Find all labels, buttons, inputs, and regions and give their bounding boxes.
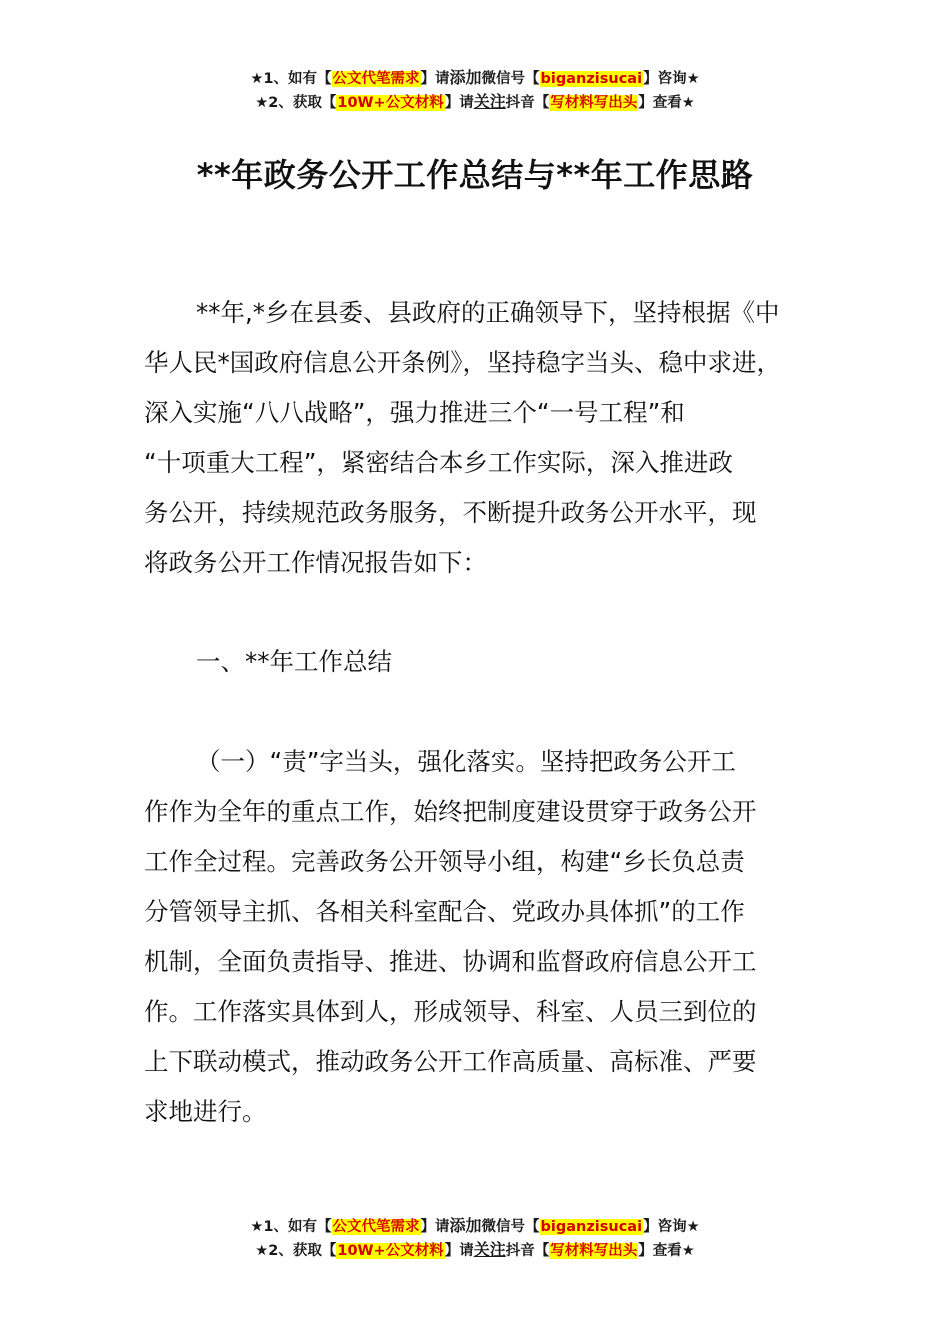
promo-text: 抖音【 (505, 1243, 550, 1259)
text-line: “十项重大工程”，紧密结合本乡工作实际，深入推进政 (144, 448, 733, 477)
promo-text: 】咨询★ (643, 1219, 700, 1235)
promo-emphasis: 关注 (473, 1240, 506, 1259)
promo-text: 】咨询★ (643, 71, 700, 87)
promo-text: 微信号【 (481, 71, 540, 87)
text-line: 作作为全年的重点工作，始终把制度建设贯穿于政务公开 (144, 797, 757, 826)
promo-text: ★1、如有【 (250, 71, 332, 87)
promo-highlight: 10W+公文材料 (337, 95, 444, 111)
promo-line-2 (0, 90, 950, 114)
promo-text: 】请 (420, 1219, 450, 1235)
text-line: 华人民*国政府信息公开条例》，坚持稳字当头、稳中求进， (144, 348, 781, 377)
promo-text: 抖音【 (505, 95, 550, 111)
promo-banner-bottom (0, 1214, 950, 1262)
promo-text: ★2、获取【 (255, 95, 337, 111)
heading-text: 一、**年工作总结 (196, 647, 392, 676)
promo-text: ★2、获取【 (255, 1243, 337, 1259)
promo-emphasis: 添加 (449, 1216, 482, 1235)
promo-wechat-id: biganzisucai (540, 71, 643, 87)
promo-highlight: 公文代笔需求 (332, 1219, 420, 1235)
text-line: 将政务公开工作情况报告如下： (144, 548, 487, 577)
promo-line-1 (0, 66, 950, 90)
text-line: （一）“责”字当头，强化落实。坚持把政务公开工 (196, 747, 736, 776)
promo-line-1 (0, 1214, 950, 1238)
promo-text: 】查看★ (638, 95, 695, 111)
text-line: 工作全过程。完善政务公开领导小组，构建“乡长负总责 (144, 847, 745, 876)
promo-line-2 (0, 1238, 950, 1262)
text-line: **年,*乡在县委、县政府的正确领导下，坚持根据《中 (196, 298, 780, 327)
paragraph-intro (144, 288, 834, 588)
promo-text: 】请 (420, 71, 450, 87)
section-heading (144, 637, 834, 687)
text-line: 机制，全面负责指导、推进、协调和监督政府信息公开工 (144, 947, 757, 976)
text-line: 分管领导主抓、各相关科室配合、党政办具体抓”的工作 (144, 897, 745, 926)
promo-text: 】查看★ (638, 1243, 695, 1259)
text-line: 务公开，持续规范政务服务，不断提升政务公开水平，现 (144, 498, 757, 527)
paragraph-section-1 (144, 737, 834, 1137)
promo-douyin-id: 写材料写出头 (550, 95, 638, 111)
promo-text: 】请 (444, 95, 474, 111)
text-line: 深入实施“八八战略”，强力推进三个“一号工程”和 (144, 398, 685, 427)
promo-text: ★1、如有【 (250, 1219, 332, 1235)
promo-highlight: 公文代笔需求 (332, 71, 420, 87)
text-line: 求地进行。 (144, 1097, 267, 1126)
promo-highlight: 10W+公文材料 (337, 1243, 444, 1259)
promo-text: 】请 (444, 1243, 474, 1259)
document-title: **年政务公开工作总结与**年工作思路 (196, 156, 754, 194)
text-line: 作。工作落实具体到人，形成领导、科室、人员三到位的 (144, 997, 757, 1026)
promo-text: 微信号【 (481, 1219, 540, 1235)
text-line: 上下联动模式，推动政务公开工作高质量、高标准、严要 (144, 1047, 757, 1076)
promo-douyin-id: 写材料写出头 (550, 1243, 638, 1259)
promo-wechat-id: biganzisucai (540, 1219, 643, 1235)
promo-emphasis: 添加 (449, 68, 482, 87)
promo-emphasis: 关注 (473, 92, 506, 111)
promo-banner-top (0, 66, 950, 114)
